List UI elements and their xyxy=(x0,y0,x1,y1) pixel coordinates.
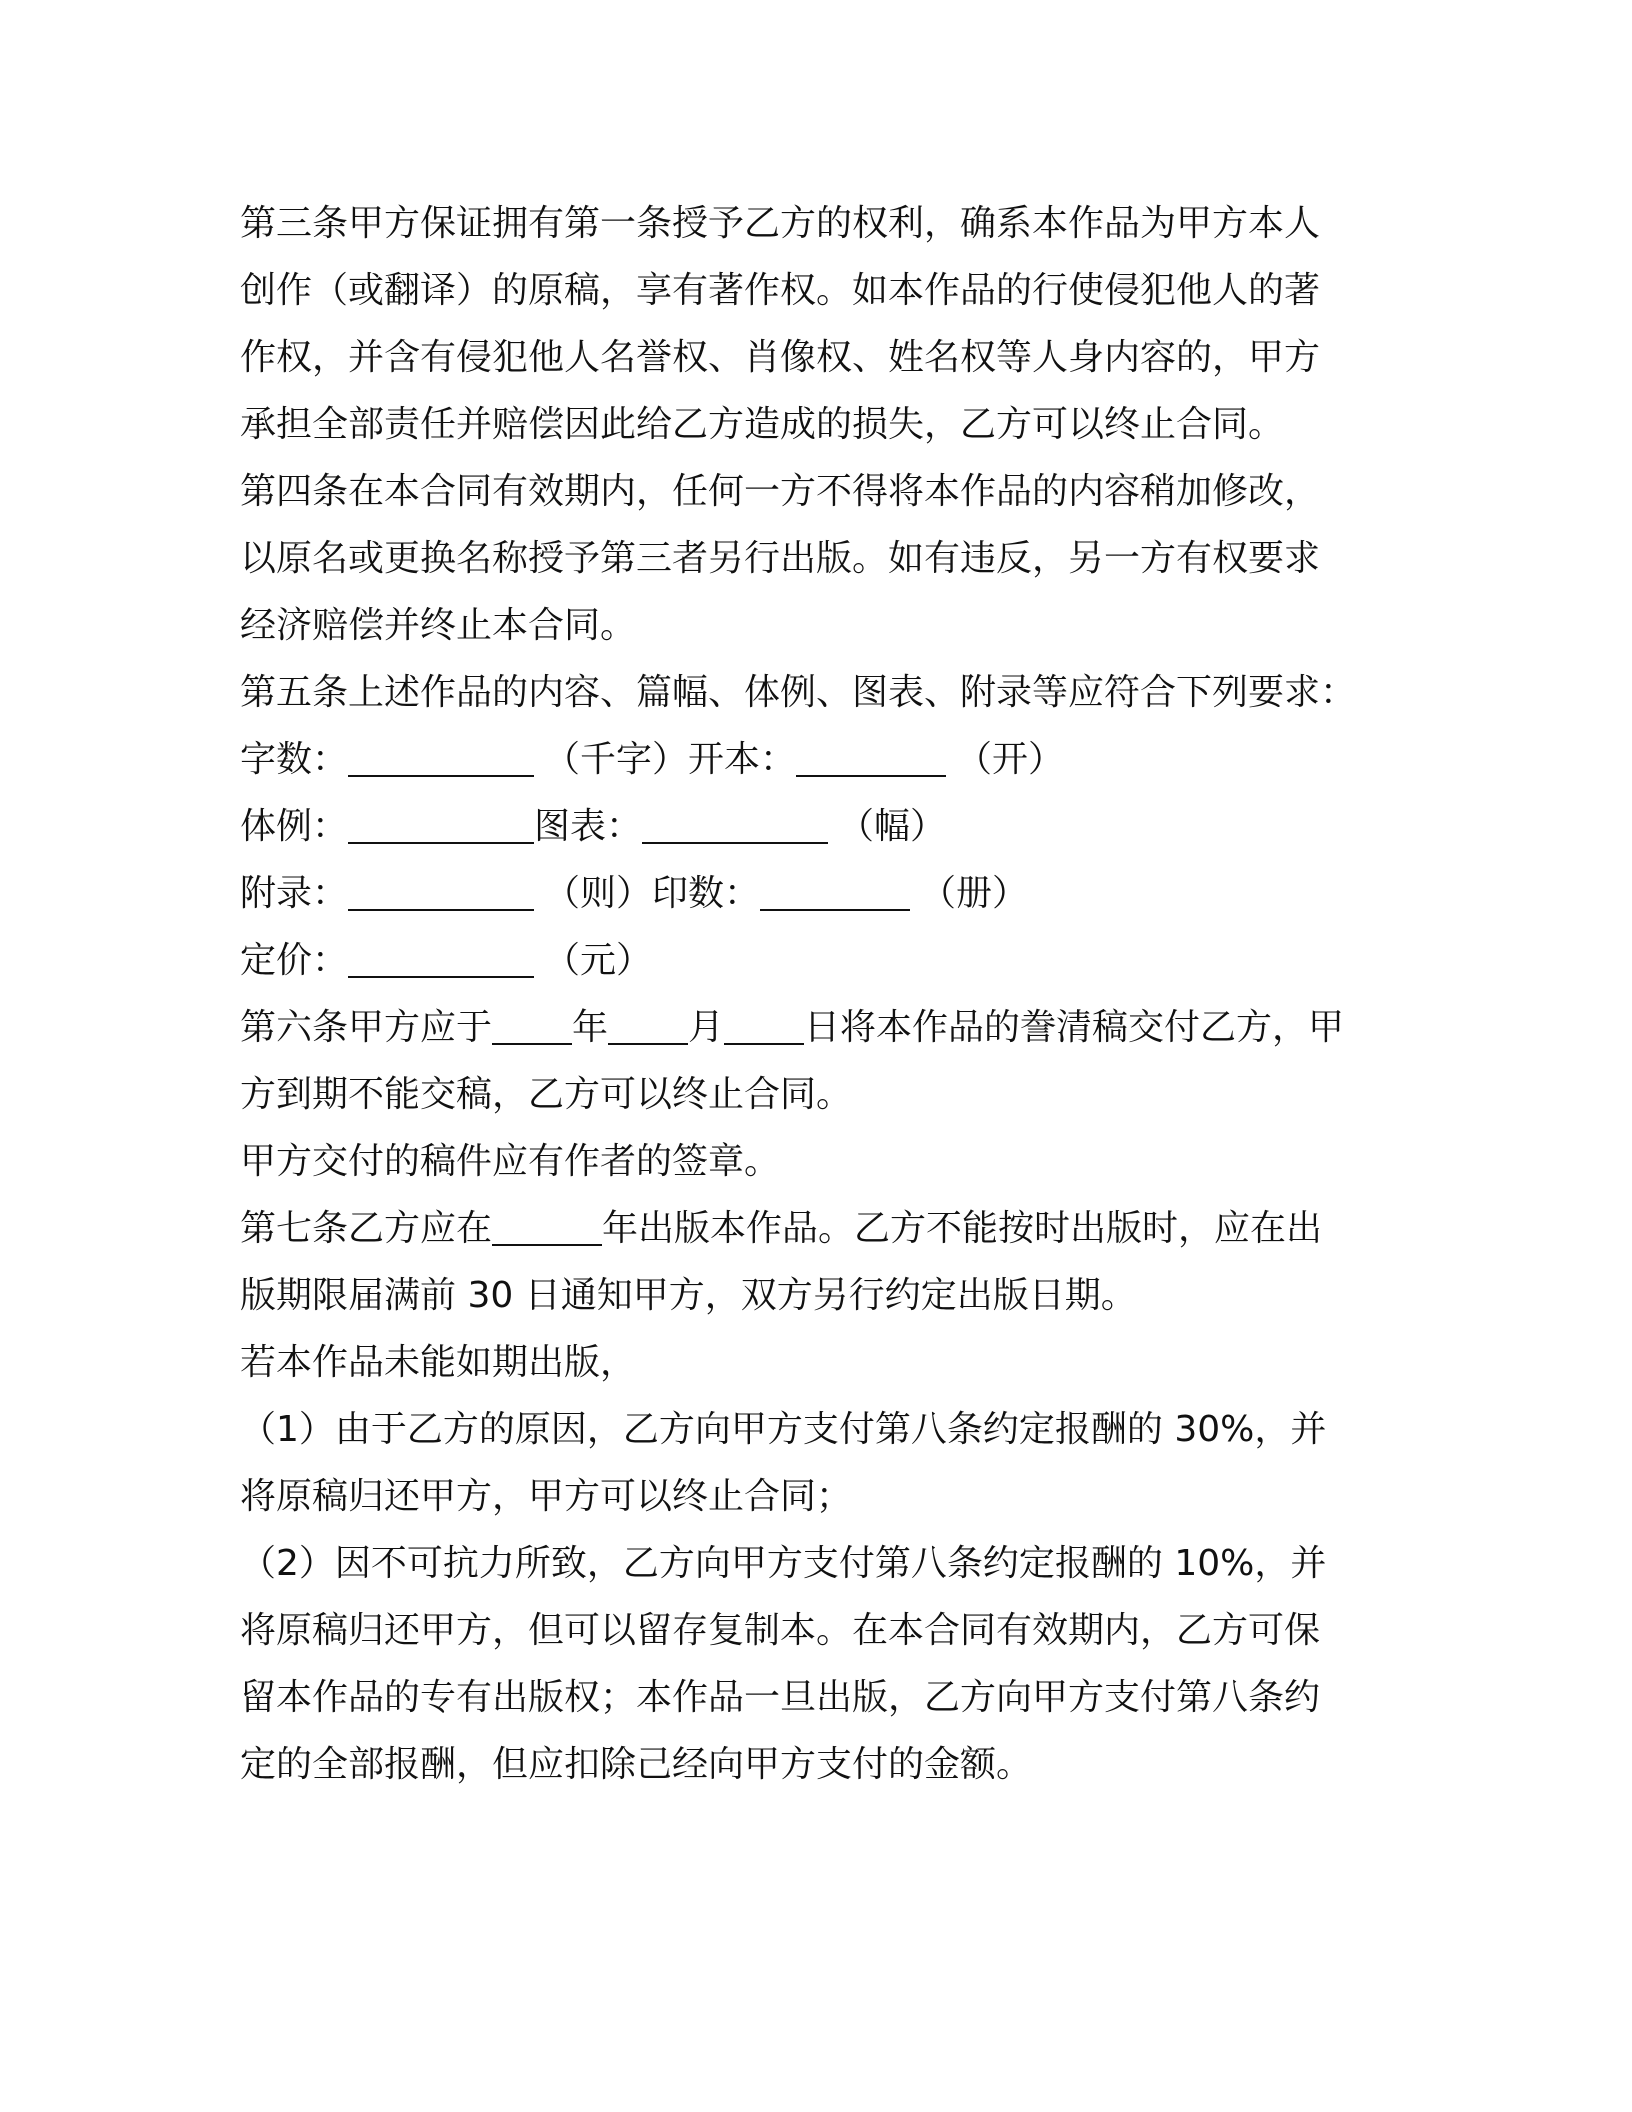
article-3-line-4: 承担全部责任并赔偿因此给乙方造成的损失，乙方可以终止合同。 xyxy=(240,404,1285,445)
format-label: 开本： xyxy=(688,739,797,780)
article-7-suffix: 年出版本作品。乙方不能按时出版时，应在出 xyxy=(602,1208,1323,1249)
article-7-item-1-line-2: 将原稿归还甲方，甲方可以终止合同； xyxy=(240,1476,853,1517)
article-4-line-1: 第四条在本合同有效期内，任何一方不得将本作品的内容稍加修改， xyxy=(240,471,1321,512)
article-7-line-2: 版期限届满前 30 日通知甲方，双方另行约定出版日期。 xyxy=(240,1275,1137,1316)
article-6-line-1 xyxy=(240,994,1400,1061)
month-blank[interactable] xyxy=(608,1003,688,1045)
article-6-day-suffix: 日将本作品的誊清稿交付乙方，甲 xyxy=(804,1007,1345,1048)
document-page xyxy=(240,190,1400,1798)
article-6-prefix: 第六条甲方应于 xyxy=(240,1007,493,1048)
charts-unit: （幅） xyxy=(838,806,947,847)
article-6-line-3: 甲方交付的稿件应有作者的签章。 xyxy=(240,1141,781,1182)
year-blank[interactable] xyxy=(492,1003,572,1045)
style-label: 体例： xyxy=(240,806,349,847)
article-5-line-1: 第五条上述作品的内容、篇幅、体例、图表、附录等应符合下列要求： xyxy=(240,672,1357,713)
style-blank[interactable] xyxy=(348,802,534,844)
article-4-line-3: 经济赔偿并终止本合同。 xyxy=(240,605,637,646)
print-blank[interactable] xyxy=(760,869,910,911)
article-5-row-appendix xyxy=(240,860,1400,927)
format-unit: （开） xyxy=(956,739,1065,780)
print-label: 印数： xyxy=(652,873,761,914)
price-unit: （元） xyxy=(544,940,653,981)
price-blank[interactable] xyxy=(348,936,534,978)
article-5-row-style xyxy=(240,793,1400,860)
appendix-label: 附录： xyxy=(240,873,349,914)
appendix-unit: （则） xyxy=(544,873,653,914)
article-3-line-3: 作权，并含有侵犯他人名誉权、肖像权、姓名权等人身内容的，甲方 xyxy=(240,337,1321,378)
charts-blank[interactable] xyxy=(642,802,828,844)
print-unit: （册） xyxy=(920,873,1029,914)
month-label: 月 xyxy=(688,1007,725,1048)
article-3-line-2: 创作（或翻译）的原稿，享有著作权。如本作品的行使侵犯他人的著 xyxy=(240,270,1321,311)
year-label: 年 xyxy=(572,1007,609,1048)
article-7-line-1 xyxy=(240,1195,1400,1262)
appendix-blank[interactable] xyxy=(348,869,534,911)
article-3-line-1: 第三条甲方保证拥有第一条授予乙方的权利，确系本作品为甲方本人 xyxy=(240,203,1321,244)
article-7-item-2-line-4: 定的全部报酬，但应扣除己经向甲方支付的金额。 xyxy=(240,1744,1033,1785)
article-4-line-2: 以原名或更换名称授予第三者另行出版。如有违反，另一方有权要求 xyxy=(240,538,1321,579)
article-7-item-1-line-1: （1）由于乙方的原因，乙方向甲方支付第八条约定报酬的 30%，并 xyxy=(240,1409,1327,1450)
day-blank[interactable] xyxy=(724,1003,804,1045)
publish-year-blank[interactable] xyxy=(492,1204,602,1246)
article-5-row-price xyxy=(240,927,1400,994)
article-7-item-2-line-1: （2）因不可抗力所致，乙方向甲方支付第八条约定报酬的 10%，并 xyxy=(240,1543,1327,1584)
price-label: 定价： xyxy=(240,940,349,981)
article-7-item-2-line-3: 留本作品的专有出版权；本作品一旦出版，乙方向甲方支付第八条约 xyxy=(240,1677,1321,1718)
word-count-blank[interactable] xyxy=(348,735,534,777)
charts-label: 图表： xyxy=(534,806,643,847)
article-7-prefix: 第七条乙方应在 xyxy=(240,1208,493,1249)
article-6-line-2: 方到期不能交稿，乙方可以终止合同。 xyxy=(240,1074,853,1115)
article-7-item-2-line-2: 将原稿归还甲方，但可以留存复制本。在本合同有效期内，乙方可保 xyxy=(240,1610,1321,1651)
format-blank[interactable] xyxy=(796,735,946,777)
word-count-label: 字数： xyxy=(240,739,349,780)
article-7-line-3: 若本作品未能如期出版， xyxy=(240,1342,637,1383)
word-count-unit: （千字） xyxy=(544,739,689,780)
article-5-row-word-count xyxy=(240,726,1400,793)
